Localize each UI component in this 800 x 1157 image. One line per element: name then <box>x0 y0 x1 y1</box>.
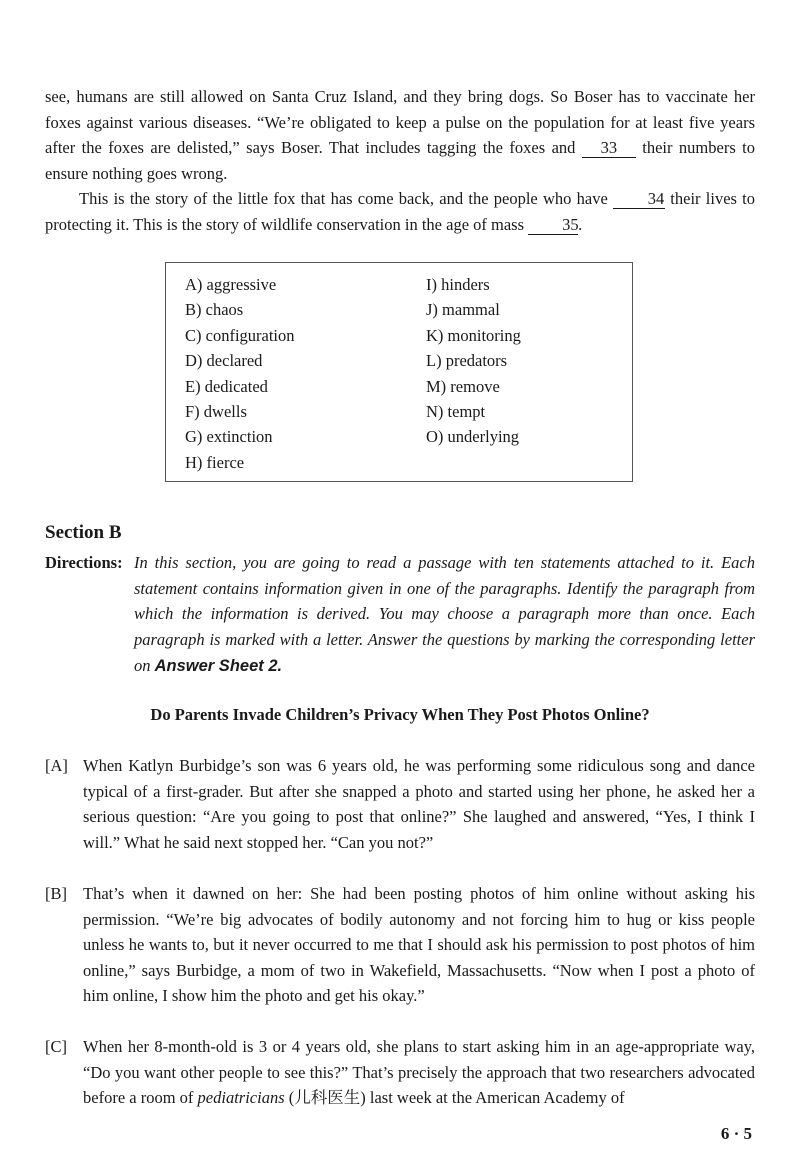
word-option: C) configuration <box>185 325 295 345</box>
paragraph-text: That’s when it dawned on her: She had been posting photos of him online without asking his permission. “We’re big advocates of bodily autonomy and not forcing him to hug or kiss people unless he wants to, but it never occurred to me that I should ask his permission to post photos of him online,” says Burbidge, a mom of two in Wakefield, Massachusetts. “Now when I post a photo of him online, I show him the photo and get his okay.” <box>83 884 755 1006</box>
word-option: O) underlying <box>426 427 520 447</box>
word-option: B) chaos <box>185 300 244 320</box>
paragraph-label: [C] <box>45 1037 67 1056</box>
paragraph-label: [A] <box>45 756 68 775</box>
cloze-paragraph-1: see, humans are still allowed on Santa Cruz Island, and they bring dogs. So Boser has to vaccinate her foxes against various diseases. “We’re obligated to keep a pulse on the population for at least five years after the foxes are delisted,” says Boser. That includes tagging the foxes and 33 their numbers to ensure nothing goes wrong. <box>45 87 755 183</box>
directions-label: Directions: <box>45 553 123 572</box>
word-option: F) dwells <box>185 401 247 421</box>
chinese-gloss: (儿科医生) <box>288 1088 366 1108</box>
word-bank <box>165 262 633 482</box>
word-bank-right-column <box>426 272 521 450</box>
blank-35: 35 <box>528 216 578 235</box>
word-option: H) fierce <box>185 452 245 472</box>
page-number: 6 · 5 <box>720 1124 752 1143</box>
word-option: M) remove <box>426 376 500 396</box>
word-option: J) mammal <box>426 300 500 320</box>
word-option: A) aggressive <box>185 275 277 294</box>
word-option: G) extinction <box>185 427 273 447</box>
blank-34: 34 <box>613 190 665 209</box>
blank-33: 33 <box>582 139 636 158</box>
word-option: D) declared <box>185 351 263 371</box>
answer-sheet-label: Answer Sheet 2. <box>154 656 283 675</box>
word-option: E) dedicated <box>185 376 268 396</box>
paragraph-text: When her 8-month-old is 3 or 4 years old, she plans to start asking him in an age-appropriate way, “Do you want other people to see this?” That’s precisely the approach that two researchers advocated before a room of pediatricians (儿科医生) last week at the American Academy of <box>83 1037 755 1108</box>
glossed-term: pediatricians <box>197 1088 285 1108</box>
paragraph-label: [B] <box>45 884 67 903</box>
paragraph-c <box>45 1034 755 1111</box>
paragraph-b <box>45 881 755 1009</box>
paragraph-text: When Katlyn Burbidge’s son was 6 years old, he was performing some ridiculous song and dance typical of a first-grader. But after she snapped a photo and started using her phone, he asked her a serious question: “Are you going to post that online?” She laughed and answered, “Yes, I think I will.” What he said next stopped her. “Can you not?” <box>83 756 755 852</box>
article-title: Do Parents Invade Children’s Privacy When They Post Photos Online? <box>150 705 650 724</box>
cloze-paragraph-2: This is the story of the little fox that has come back, and the people who have 34 their lives to protecting it. This is the story of wildlife conservation in the age of mass 35. <box>45 189 756 234</box>
word-option: I) hinders <box>426 275 490 294</box>
directions-text: In this section, you are going to read a passage with ten statements attached to it. Each statement contains information given in one of the paragraphs. Identify the paragraph from which the information is derived. You may choose a paragraph more than once. Each paragraph is marked with a letter. Answer the questions by marking the corresponding letter on Answer Sheet 2. <box>134 553 755 675</box>
word-option: K) monitoring <box>426 325 521 345</box>
word-option: L) predators <box>426 351 508 371</box>
word-option: N) tempt <box>426 401 486 421</box>
word-bank-left-column <box>185 272 295 475</box>
paragraph-a <box>45 753 755 855</box>
section-title: Section B <box>45 522 122 543</box>
